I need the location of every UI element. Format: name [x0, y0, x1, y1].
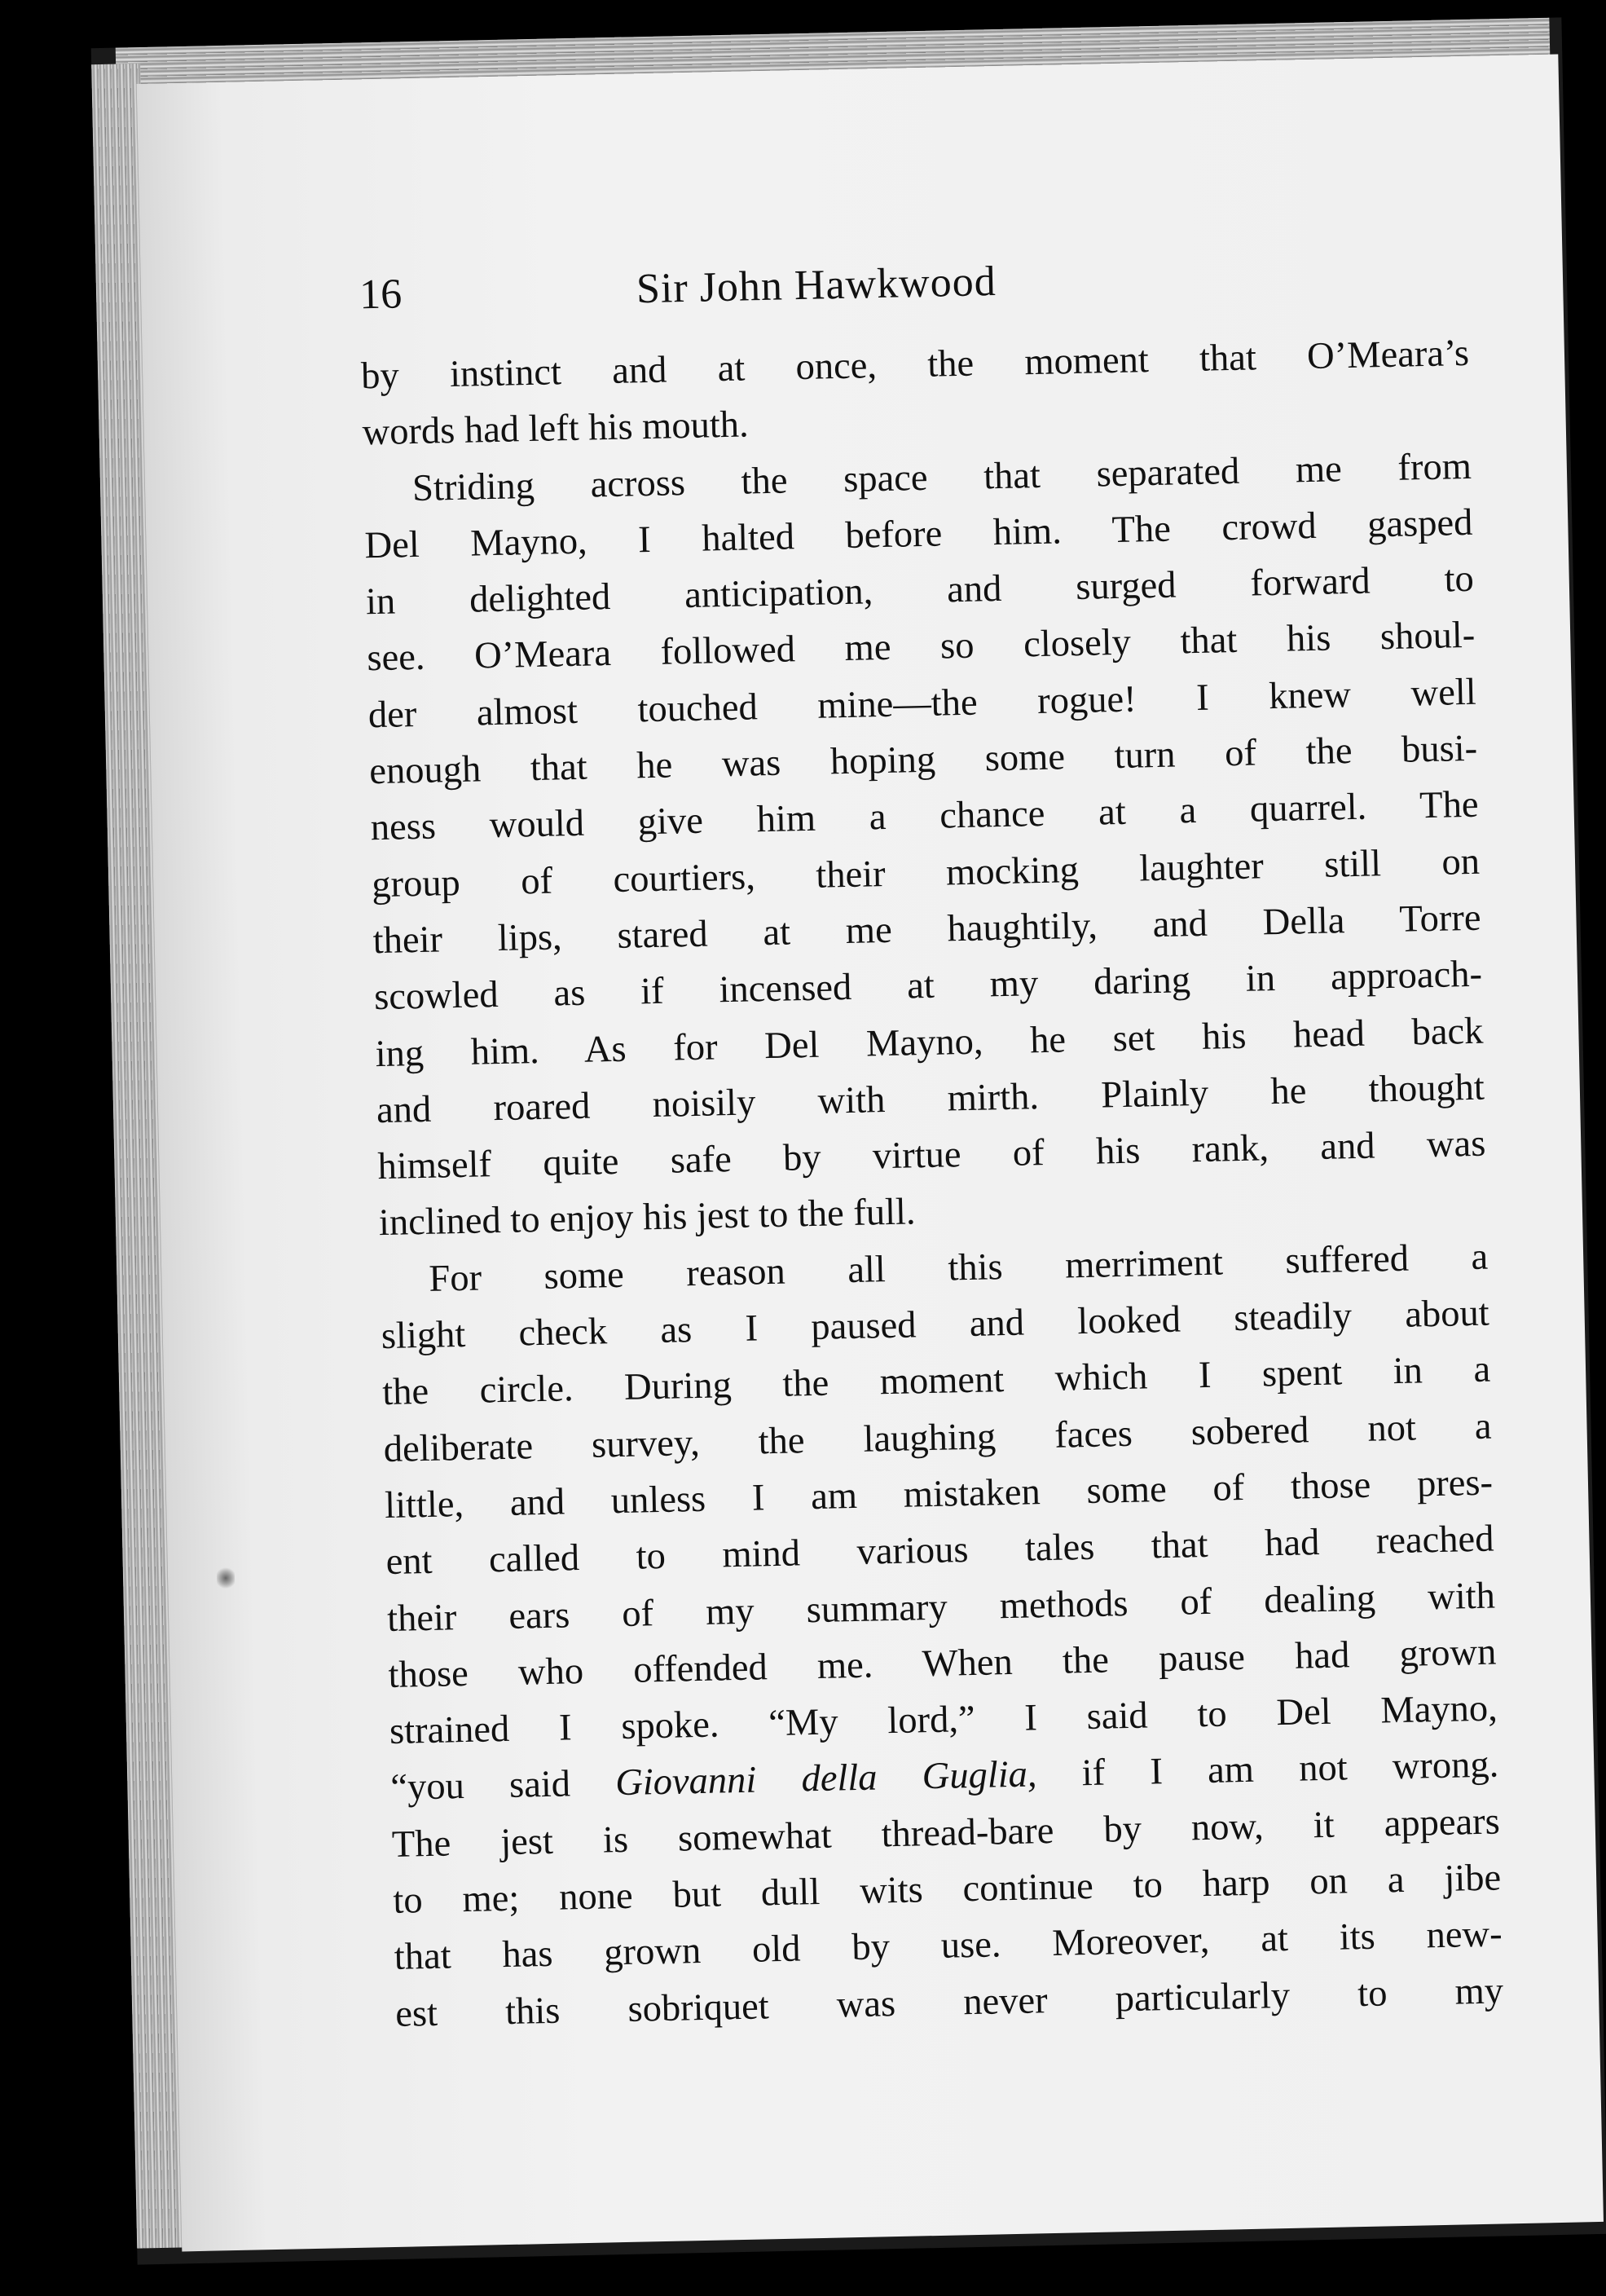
text-line: slight check as I paused and looked steadily about	[381, 1292, 1490, 1358]
italic-phrase: Giovanni della Guglia,	[614, 1753, 1038, 1805]
text-line: ent called to mind various tales that had reached	[385, 1518, 1494, 1584]
text-line: group of courtiers, their mocking laughter still on	[371, 840, 1481, 906]
text-segment: if I am not wrong.	[1081, 1743, 1499, 1795]
running-title: Sir John Hawkwood	[636, 258, 997, 313]
text-line: scowled as if incensed at my daring in approach-	[373, 953, 1483, 1019]
text-line: enough that he was hoping some turn of the busi-	[368, 727, 1478, 793]
text-line: the circle. During the moment which I spent in a	[381, 1348, 1491, 1414]
body-text	[360, 325, 1503, 2043]
text-segment: “you said	[389, 1763, 571, 1809]
text-line: Striding across the space that separated me from	[411, 445, 1472, 509]
text-line: that has grown old by use. Moreover, at its new-	[394, 1913, 1503, 1979]
text-line: in delighted anticipation, and surged forward to	[365, 557, 1475, 624]
text-line: est this sobriquet was never particularly to my	[394, 1970, 1504, 2035]
ink-smudge	[217, 1566, 235, 1590]
text-line: by instinct and at once, the moment that O’Meara’s	[360, 332, 1470, 398]
text-line: words had left his mouth.	[362, 403, 750, 454]
book	[91, 17, 1606, 2264]
page-header	[359, 243, 1516, 324]
text-line: little, and unless I am mistaken some of those pres-	[384, 1461, 1494, 1527]
text-line: For some reason all this merriment suffered a	[428, 1236, 1489, 1300]
text-line: their ears of my summary methods of dealing with	[386, 1575, 1496, 1640]
text-line: see. O’Meara followed me so closely that his shoul-	[366, 615, 1476, 680]
text-line: to me; none but dull wits continue to harp on a jibe	[392, 1857, 1502, 1922]
book-page	[137, 54, 1604, 2251]
text-line: deliberate survey, the laughing faces sobered not a	[383, 1405, 1493, 1470]
text-line: himself quite safe by virtue of his rank, and was	[377, 1122, 1486, 1188]
text-line: ing him. As for Del Mayno, he set his head back	[375, 1010, 1484, 1075]
text-line: ness would give him a chance at a quarrel. The	[370, 784, 1480, 849]
text-line: inclined to enjoy his jest to the full.	[378, 1191, 917, 1245]
text-line: der almost touched mine—the rogue! I knew well	[367, 671, 1477, 737]
text-line: and roared noisily with mirth. Plainly he thought	[376, 1066, 1485, 1132]
page-number: 16	[359, 271, 403, 319]
text-line: strained I spoke. “My lord,” I said to Del Mayno,	[389, 1687, 1498, 1753]
text-line: The jest is somewhat thread-bare by now, it appears	[391, 1800, 1501, 1866]
text-line: their lips, stared at me haughtily, and Della Torre	[372, 897, 1481, 963]
text-line: Del Mayno, I halted before him. The crowd gasped	[364, 501, 1473, 567]
text-line: those who offended me. When the pause had grown	[388, 1631, 1497, 1696]
